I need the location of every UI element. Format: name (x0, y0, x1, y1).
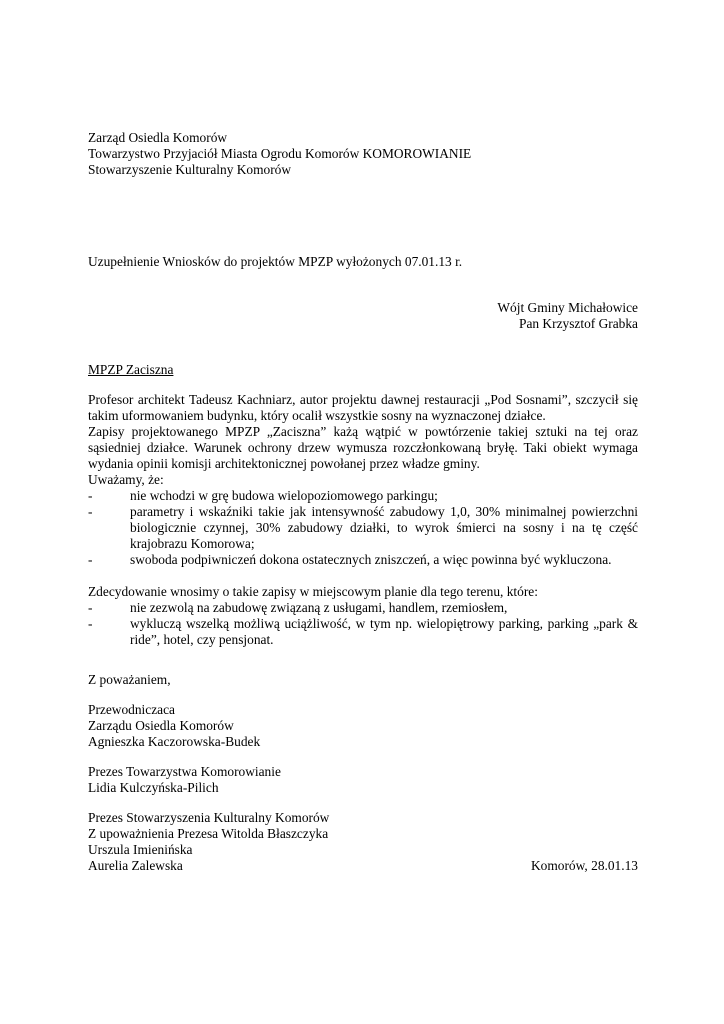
signature-line: Zarządu Osiedla Komorów (88, 718, 234, 733)
signature-line: Przewodniczaca (88, 702, 175, 717)
list-item (88, 488, 638, 504)
signature-line: Lidia Kulczyńska-Pilich (88, 780, 219, 795)
list-dash: - (88, 552, 93, 567)
closing-text: Z poważaniem, (88, 672, 171, 687)
list-item (88, 600, 638, 616)
list-item (88, 616, 638, 648)
list-dash: - (88, 488, 93, 503)
sender-block (88, 130, 638, 178)
signature-line: Prezes Towarzystwa Komorowianie (88, 764, 281, 779)
signature-line: Aurelia Zalewska (88, 858, 183, 873)
sender-line: Stowarzyszenie Kulturalny Komorów (88, 162, 292, 177)
signature-line: Urszula Imienińska (88, 842, 193, 857)
signature-line: Prezes Stowarzyszenia Kulturalny Komorów (88, 810, 330, 825)
signature-line: Z upoważnienia Prezesa Witolda Błaszczyka (88, 826, 329, 841)
place-date: Komorów, 28.01.13 (531, 858, 638, 873)
list-item (88, 552, 638, 568)
list-dash: - (88, 600, 93, 615)
list-dash: - (88, 504, 93, 519)
list-item-text: nie zezwolą na zabudowę związaną z usługami, handlem, rzemiosłem, (130, 600, 508, 615)
list-item-text: biologicznie czynnej, 30% zabudowy działki, to wyrok śmierci na sosny i na tę część (130, 520, 638, 535)
recipient-line: Pan Krzysztof Grabka (519, 316, 638, 331)
list-intro: Uważamy, że: (88, 472, 164, 487)
paragraph-line: sąsiedniej działce. Warunek ochrony drzew wymusza rozczłonkowaną bryłę. Taki obiekt wymaga (88, 440, 638, 455)
sender-line: Zarząd Osiedla Komorów (88, 130, 228, 145)
list-item-text: parametry i wskaźniki takie jak intensywność zabudowy 1,0, 30% minimalnej powierzchni (130, 504, 638, 519)
body-text (88, 392, 638, 648)
paragraph-line: Zapisy projektowanego MPZP „Zaciszna” każą wątpić w powtórzenie takiej sztuki na tej oraz (88, 424, 638, 439)
list-item-text: wykluczą wszelką możliwą uciążliwość, w tym np. wielopiętrowy parking, parking „park & (130, 616, 638, 631)
list-item-text: nie wchodzi w grę budowa wielopoziomowego parkingu; (130, 488, 438, 503)
section-title (88, 362, 638, 378)
signature-block (88, 764, 638, 796)
recipient-line: Wójt Gminy Michałowice (497, 300, 638, 315)
subject-line (88, 254, 638, 270)
recipient-block (88, 300, 638, 332)
closing (88, 672, 638, 688)
signature-block (88, 702, 638, 750)
paragraph-line: wydania opinii komisji architektonicznej powołanej przez władze gminy. (88, 456, 480, 471)
section-title-text: MPZP Zaciszna (88, 362, 174, 377)
paragraph-line: takim uformowaniem budynku, który ocalił wszystkie sosny na wyznaczonej działce. (88, 408, 546, 423)
signature-date-row (88, 858, 638, 874)
signature-line: Agnieszka Kaczorowska-Budek (88, 734, 261, 749)
subject-text: Uzupełnienie Wniosków do projektów MPZP wyłożonych 07.01.13 r. (88, 254, 463, 269)
list-item-text: swoboda podpiwniczeń dokona ostatecznych zniszczeń, a więc powinna być wykluczona. (130, 552, 612, 567)
sender-line: Towarzystwo Przyjaciół Miasta Ogrodu Komorów KOMOROWIANIE (88, 146, 472, 161)
list-dash: - (88, 616, 93, 631)
list-intro: Zdecydowanie wnosimy o takie zapisy w miejscowym planie dla tego terenu, które: (88, 584, 538, 599)
list-item-text: krajobrazu Komorowa; (130, 536, 255, 551)
list-item-text: ride”, hotel, czy pensjonat. (130, 632, 274, 647)
paragraph-line: Profesor architekt Tadeusz Kachniarz, autor projektu dawnej restauracji „Pod Sosnami”, szczycił się (88, 392, 638, 407)
list-item (88, 504, 638, 552)
signature-block (88, 810, 638, 874)
